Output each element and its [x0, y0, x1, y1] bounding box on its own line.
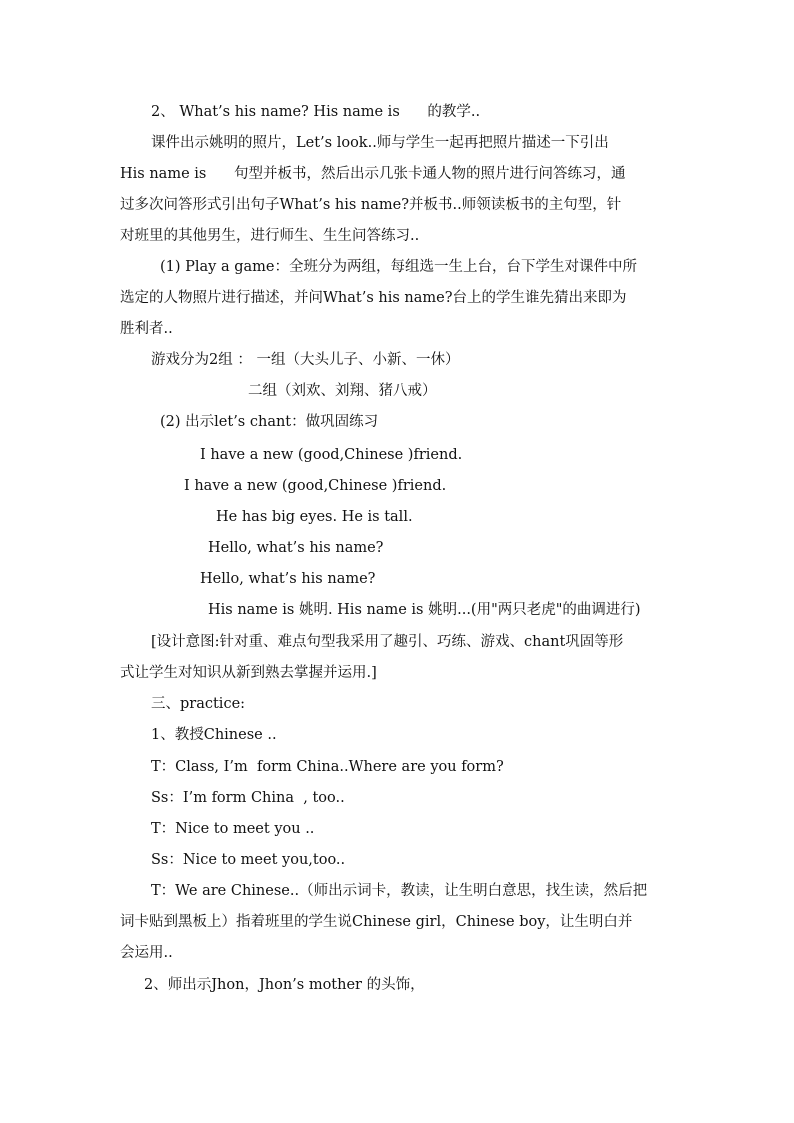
practice-item-heading: 1、教授Chinese ..: [151, 727, 277, 743]
paragraph-line: 课件出示姚明的照片，Let’s look..师与学生一起再把照片描述一下引出: [151, 135, 609, 151]
chant-line: Hello, what’s his name?: [200, 571, 376, 587]
section-3-heading: 三、practice:: [151, 696, 246, 712]
dialogue-line: Ss：I’m form China , too..: [151, 790, 345, 806]
design-intent-line: [设计意图:针对重、难点句型我采用了趣引、巧练、游戏、chant巩固等形: [151, 634, 624, 650]
chant-line: I have a new (good,Chinese )friend.: [184, 478, 447, 494]
game-group-one: 游戏分为2组 ： 一组（大头儿子、小新、一休）: [151, 352, 460, 368]
practice-item-heading: 2、师出示Jhon，Jhon’s mother 的头饰，: [144, 977, 425, 993]
design-intent-line: 式让学生对知识从新到熟去掌握并运用.]: [120, 665, 377, 681]
paragraph-line: His name is 句型并板书，然后出示几张卡通人物的照片进行问答练习，通: [120, 166, 626, 182]
dialogue-line: T：Class, I’m form China..Where are you form?: [151, 759, 504, 775]
paragraph-line: 对班里的其他男生，进行师生、生生问答练习..: [120, 228, 420, 244]
game-instruction-line: 选定的人物照片进行描述，并问What’s his name?台上的学生谁先猜出来即为: [120, 290, 627, 306]
paragraph-line: 词卡贴到黑板上）指着班里的学生说Chinese girl，Chinese boy，让生明白并: [120, 914, 633, 930]
dialogue-line: T：Nice to meet you ..: [151, 821, 315, 837]
section-2-heading: 2、 What’s his name? His name is 的教学..: [151, 104, 481, 120]
paragraph-line: 过多次问答形式引出句子What’s his name?并板书..师领读板书的主句型，针: [120, 197, 622, 213]
chant-line: I have a new (good,Chinese )friend.: [200, 447, 463, 463]
dialogue-line: Ss：Nice to meet you,too..: [151, 852, 346, 868]
game-instruction-line: (1) Play a game：全班分为两组，每组选一生上台，台下学生对课件中所: [160, 259, 637, 275]
chant-line: Hello, what’s his name?: [208, 540, 384, 556]
chant-line: His name is 姚明. His name is 姚明...(用"两只老虎"的曲调进行): [208, 602, 641, 618]
paragraph-line: 会运用..: [120, 945, 173, 961]
chant-instruction: (2) 出示let’s chant：做巩固练习: [160, 414, 379, 430]
dialogue-line: T：We are Chinese..（师出示词卡，教读，让生明白意思，找生读，然后把: [151, 883, 648, 899]
game-instruction-line: 胜利者..: [120, 321, 173, 337]
game-group-two: 二组（刘欢、刘翔、猪八戒）: [248, 383, 437, 399]
chant-line: He has big eyes. He is tall.: [216, 509, 413, 525]
